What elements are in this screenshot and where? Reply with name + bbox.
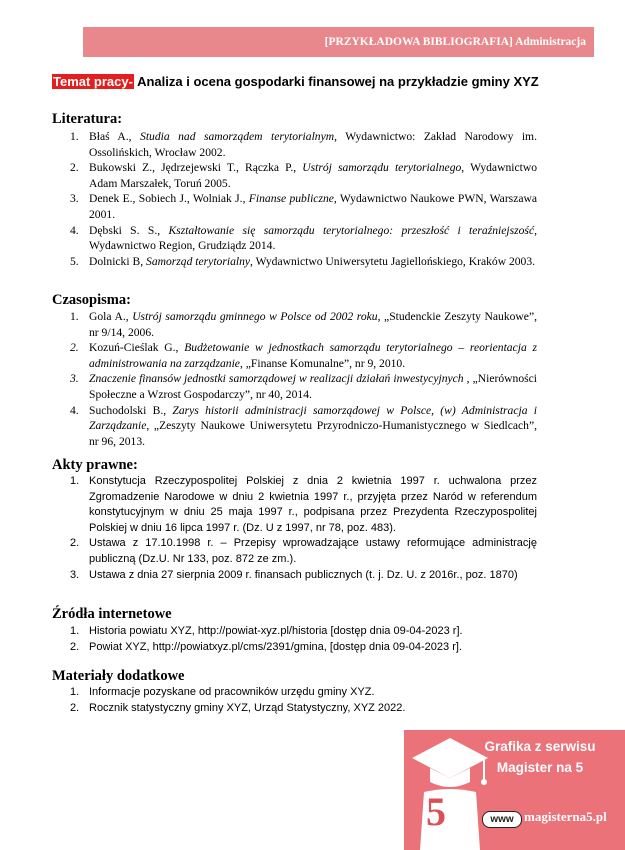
section-title-czasopisma: Czasopisma: xyxy=(52,292,131,308)
list-item xyxy=(52,685,537,701)
item-number: 3. xyxy=(70,372,79,386)
item-rest: , Wydawnictwo Naukowe PWN, Warszawa 2001. xyxy=(89,192,538,221)
item-rest: , „Studenckie Zeszyty Naukowe”, nr 9/14, 2006. xyxy=(89,310,537,339)
item-work: Zarys historii administracji samorządowej w Polsce, (w) Administracja i Zarządzanie xyxy=(89,403,537,433)
item-number: 2. xyxy=(70,701,80,714)
section-title-literatura: Literatura: xyxy=(52,111,123,127)
item-number: 3. xyxy=(70,568,80,581)
item-number: 2. xyxy=(70,640,80,653)
materialy-list xyxy=(52,685,537,716)
item-author: Dębski S. S., xyxy=(89,223,169,237)
item-author: Denek E., Sobiech J., Wolniak J., xyxy=(89,192,249,206)
item-number: 1. xyxy=(70,310,79,323)
item-number: 2. xyxy=(70,161,79,175)
list-item xyxy=(52,254,537,270)
item-number: 4. xyxy=(70,223,79,237)
topic-line xyxy=(52,74,612,89)
list-item xyxy=(52,340,537,371)
item-work: Budżetowanie w jednostkach samorządu terytorialnego – reorientacja z administrowania na zarządzanie xyxy=(89,341,538,370)
list-item xyxy=(52,624,537,640)
item-rest: , „Nierówności Społeczne a Wzrost Gospodarczy”, nr 40, 2014. xyxy=(89,372,537,401)
item-text: Powiat XYZ, http://powiatxyz.pl/cms/2391/gmina, [dostęp dnia 09-04-2023 r]. xyxy=(89,640,462,653)
list-item xyxy=(52,701,537,717)
item-number: 1. xyxy=(70,130,79,143)
akty-list xyxy=(52,474,537,583)
promo-text xyxy=(465,736,615,778)
zrodla-list xyxy=(52,624,537,655)
list-item xyxy=(52,403,537,450)
item-work: Finanse publiczne xyxy=(248,192,334,206)
list-item xyxy=(52,371,537,402)
literatura-list xyxy=(52,129,537,269)
item-work: Ustrój samorządu gminnego w Polsce od 2002 roku xyxy=(132,310,378,323)
promo-line1: Grafika z serwisu xyxy=(484,739,596,754)
list-item xyxy=(52,160,537,191)
item-text: Ustawa z dnia 27 sierpnia 2009 r. finansach publicznych (t. j. Dz. U. z 2016r., poz. 1870) xyxy=(89,568,518,581)
section-title-akty: Akty prawne: xyxy=(52,457,138,473)
section-title-zrodla: Źródła internetowe xyxy=(52,606,172,622)
item-rest: , Wydawnictwo: Zakład Narodowy im. Ossolińskich, Wrocław 2002. xyxy=(89,130,537,159)
promo-badge[interactable] xyxy=(404,730,625,850)
item-text: Rocznik statystyczny gminy XYZ, Urząd Statystyczny, XYZ 2022. xyxy=(89,701,406,714)
item-author: Dolnicki B, xyxy=(89,254,147,268)
item-number: 2. xyxy=(70,537,80,550)
item-rest: , „Finanse Komunalne”, nr 9, 2010. xyxy=(239,356,406,370)
item-work: Znaczenie finansów jednostki samorządowej w realizacji działań inwestycyjnych xyxy=(89,372,464,386)
item-author: Bukowski Z., Jędrzejewski T., Rączka P., xyxy=(89,161,303,175)
topic-tag: Temat pracy- xyxy=(53,74,133,89)
item-number: 4. xyxy=(70,403,79,417)
item-number: 5. xyxy=(70,254,79,268)
header-bar xyxy=(83,27,594,57)
item-text: Konstytucja Rzeczypospolitej Polskiej z dnia 2 kwietnia 1997 r. uchwalona przez Zgromadzenie Narodowe w dniu 2 kwietnia 1997 r., przyjęta przez Naród w referendum konstytucyjnym w dniu 25 maja 1997 r., podpisana przez Prezydenta Rzeczypospolitej Polskiej w dniu 16 lipca 1997 r. (Dz. U z 1997, nr 78, poz. 483). xyxy=(89,475,537,534)
list-item xyxy=(52,129,537,160)
item-number: 2. xyxy=(70,341,79,355)
item-work: Kształtowanie się samorządu terytorialnego: przeszłość i teraźniejszość xyxy=(168,223,535,237)
promo-url[interactable]: magisterna5.pl xyxy=(524,809,607,824)
list-item xyxy=(52,309,537,340)
item-work: Ustrój samorządu terytorialnego xyxy=(302,161,462,175)
item-text: Informacje pozyskane od pracowników urzędu gminy XYZ. xyxy=(89,686,375,698)
list-item xyxy=(52,536,537,567)
item-rest: , Wydawnictwo Adam Marszałek, Toruń 2005. xyxy=(89,161,537,190)
list-item xyxy=(52,191,537,222)
item-author: Kozuń-Cieślak G., xyxy=(89,341,185,355)
list-item xyxy=(52,568,537,584)
topic-title: Analiza i ocena gospodarki finansowej na przykładzie gminy XYZ xyxy=(133,74,539,89)
item-number: 1. xyxy=(70,686,80,698)
item-number: 3. xyxy=(70,192,79,206)
item-rest: , Wydawnictwo Region, Grudziądz 2014. xyxy=(89,223,537,253)
list-item xyxy=(52,640,537,656)
item-rest: , „Zeszyty Naukowe Uniwersytetu Przyrodniczo-Humanistycznego w Siedlcach”, nr 96, 2013. xyxy=(89,419,537,448)
list-item xyxy=(52,223,537,254)
header-text: [PRZYKŁADOWA BIBLIOGRAFIA] Administracja xyxy=(324,36,586,48)
czasopisma-list xyxy=(52,309,537,449)
item-number: 1. xyxy=(70,625,80,637)
item-author: Gola A., xyxy=(89,310,133,323)
item-author: Suchodolski B., xyxy=(89,403,173,417)
item-text: Ustawa z 17.10.1998 r. – Przepisy wprowadzające ustawy reformujące administrację publiczną (Dz.U. Nr 133, poz. 872 ze zm.). xyxy=(89,537,537,565)
promo-line2: Magister na 5 xyxy=(496,760,584,775)
item-text: Historia powiatu XYZ, http://powiat-xyz.pl/historia [dostęp dnia 09-04-2023 r]. xyxy=(89,625,463,637)
item-work: Samorząd terytorialny xyxy=(146,254,251,268)
section-title-materialy: Materiały dodatkowe xyxy=(52,668,185,684)
promo-digit: 5 xyxy=(426,789,446,834)
item-work: Studia nad samorządem terytorialnym xyxy=(140,130,335,143)
item-rest: , Wydawnictwo Uniwersytetu Jagiellońskiego, Kraków 2003. xyxy=(250,254,536,268)
item-author: Błaś A., xyxy=(89,130,141,143)
item-number: 1. xyxy=(70,475,80,487)
list-item xyxy=(52,474,537,536)
www-badge: www xyxy=(482,811,522,828)
